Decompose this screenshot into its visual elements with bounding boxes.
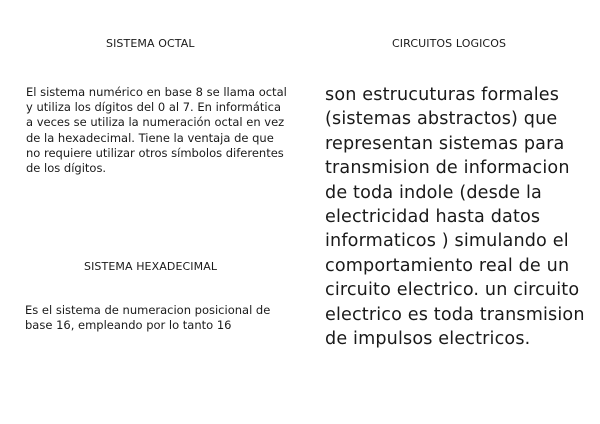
logic-circuits-section-text: son estrucuturas formales (sistemas abstractos) que representan sistemas para transmision de informacion de toda indole (desde la electricidad hasta datos informaticos ) simulando el comportamiento real de un circuito electrico. un circuito electrico es toda transmision de impulsos electricos. <box>325 85 585 350</box>
logic-circuits-section-title: CIRCUITOS LOGICOS <box>392 37 507 50</box>
octal-section-text: El sistema numérico en base 8 se llama octal y utiliza los dígitos del 0 al 7. En informática a veces se utiliza la numeración octal en vez de la hexadecimal. Tiene la ventaja de que no requiere utilizar otros símbolos diferentes de los dígitos. <box>26 85 287 176</box>
hexadecimal-section-text: Es el sistema de numeracion posicional de base 16, empleando por lo tanto 16 <box>25 303 271 333</box>
octal-section-title: SISTEMA OCTAL <box>106 37 195 50</box>
hexadecimal-section-title: SISTEMA HEXADECIMAL <box>84 260 218 273</box>
